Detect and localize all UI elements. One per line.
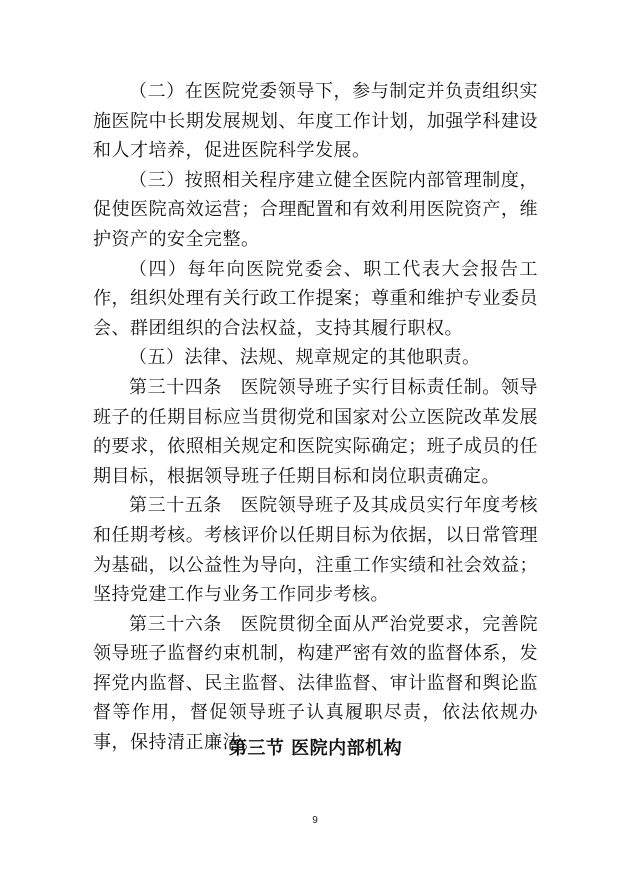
page-number: 9 <box>312 815 318 826</box>
paragraph-duty-4: （四）每年向医院党委会、职工代表大会报告工作，组织处理有关行政工作提案；尊重和维护专业委员会、群团组织的合法权益，支持其履行职权。 <box>93 258 538 339</box>
paragraph-article-34: 第三十四条 医院领导班子实行目标责任制。领导班子的任期目标应当贯彻党和国家对公立医院改革发展的要求，依照相关规定和医院实际确定；班子成员的任期目标，根据领导班子任期目标和岗位职责确定。 <box>93 376 538 487</box>
paragraph-article-36: 第三十六条 医院贯彻全面从严治党要求，完善院领导班子监督约束机制，构建严密有效的监督体系，发挥党内监督、民主监督、法律监督、审计监督和舆论监督等作用，督促领导班子认真履职尽责，依法依规办事，保持清正廉洁。 <box>93 613 538 754</box>
paragraph-article-35: 第三十五条 医院领导班子及其成员实行年度考核和任期考核。考核评价以任期目标为依据，以日常管理为基础，以公益性为导向，注重工作实绩和社会效益；坚持党建工作与业务工作同步考核。 <box>93 495 538 606</box>
paragraph-duty-5: （五）法律、法规、规章规定的其他职责。 <box>129 347 481 369</box>
body-text <box>93 77 538 758</box>
section-heading: 第三节 医院内部机构 <box>228 738 403 759</box>
paragraph-duty-3: （三）按照相关程序建立健全医院内部管理制度，促使医院高效运营；合理配置和有效利用医院资产，维护资产的安全完整。 <box>93 169 538 250</box>
paragraph-duty-2: （二）在医院党委领导下，参与制定并负责组织实施医院中长期发展规划、年度工作计划，加强学科建设和人才培养，促进医院科学发展。 <box>93 81 538 162</box>
